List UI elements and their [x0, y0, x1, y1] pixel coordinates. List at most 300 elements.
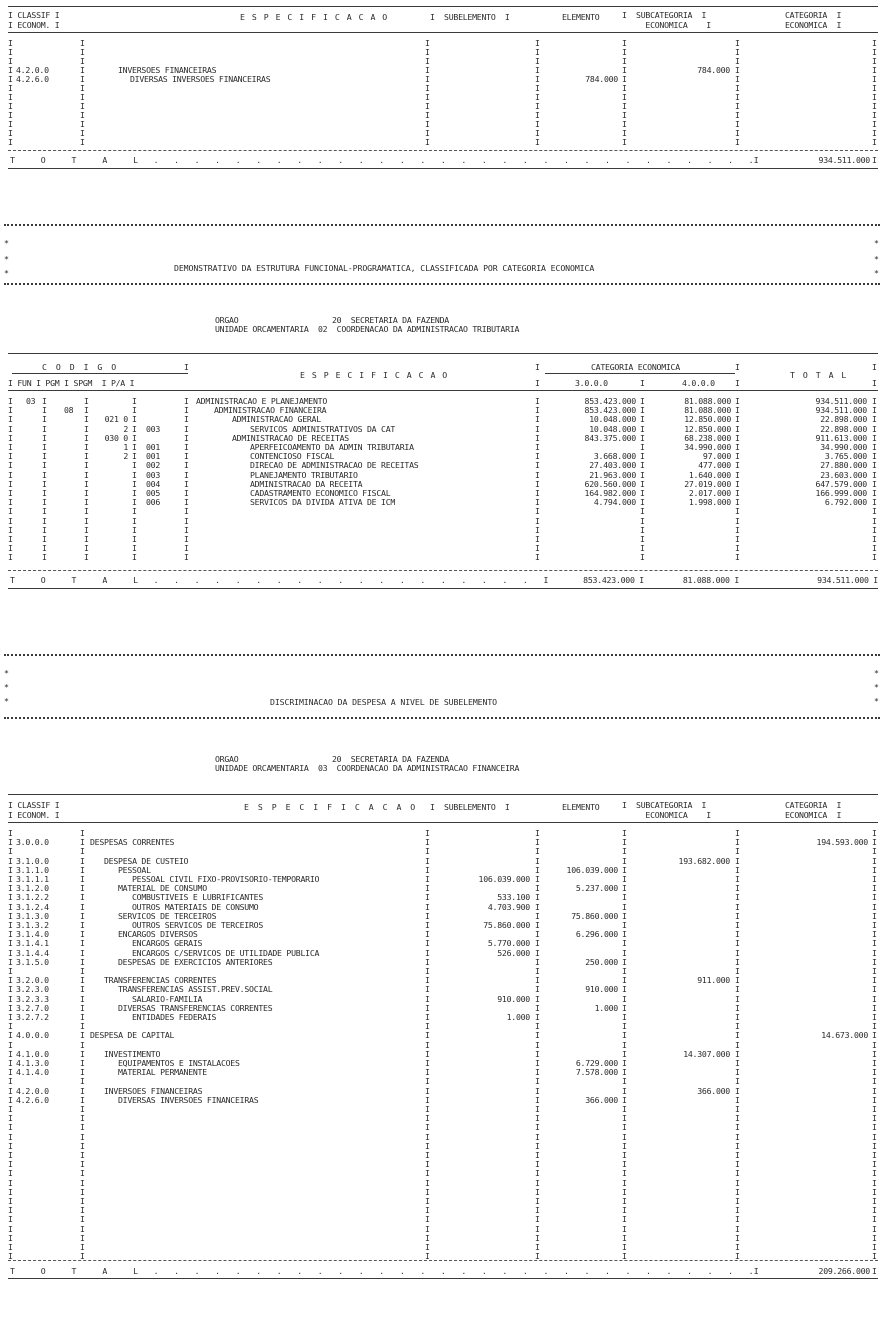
row-border: I — [535, 506, 540, 517]
row-border: I — [735, 137, 740, 147]
banner-bottom-border — [4, 283, 880, 285]
row-border: I — [425, 1085, 430, 1096]
row-border: I — [535, 543, 540, 554]
row-border: I — [872, 515, 877, 526]
row-border: I — [735, 506, 740, 517]
row-border: I — [80, 984, 85, 995]
row-border: I — [80, 1058, 85, 1068]
row-border: I — [80, 1150, 85, 1160]
row-border: I — [132, 469, 137, 480]
cat4-value: 1.998.000 — [688, 497, 731, 508]
row-border: I — [622, 984, 627, 995]
row-border: I — [640, 488, 645, 498]
row-border: I — [735, 1242, 740, 1252]
row-border: I — [735, 846, 740, 857]
row-border: I — [425, 38, 430, 48]
row-border: I — [735, 920, 740, 930]
row-border: I — [84, 524, 89, 535]
row-description: DIVERSAS INVERSOES FINANCEIRAS — [130, 74, 271, 84]
col-header-cat3: 3.0.0.0 — [575, 378, 608, 388]
row-border: I — [80, 910, 85, 921]
row-border: I — [80, 929, 85, 940]
row-border: I — [622, 74, 627, 84]
row-border: I — [84, 506, 89, 517]
row-border: I — [622, 1076, 627, 1087]
row-description: CONTENCIOSO FISCAL — [250, 451, 335, 462]
row-border: I — [8, 1205, 13, 1216]
banner-top-border — [4, 224, 880, 226]
row-border: I — [8, 874, 13, 884]
cat3-value: 853.423.000 — [584, 396, 636, 406]
row-border: I — [80, 128, 85, 138]
row-border: I — [735, 1168, 740, 1179]
row-border: I — [872, 1196, 877, 1206]
row-border: I — [80, 65, 85, 75]
row-border: I — [735, 1131, 740, 1142]
row-border: I — [425, 993, 430, 1004]
row-border: I — [425, 1251, 430, 1262]
row-border: I — [622, 1150, 627, 1160]
row-border: I — [535, 65, 540, 75]
unidade-line: UNIDADE ORCAMENTARIA 03 COORDENACAO DA ADMINISTRACAO FINANCEIRA — [215, 763, 520, 773]
row-border: I — [872, 975, 877, 986]
row-border: I — [872, 442, 877, 452]
row-border: I — [622, 892, 627, 903]
classif-code: 3.1.4.4 — [16, 947, 49, 958]
row-description: ADMINISTRACAO DE RECEITAS — [232, 432, 349, 443]
row-border: I — [735, 1214, 740, 1225]
row-border: I — [425, 1223, 430, 1234]
row-border: I — [535, 1039, 540, 1050]
row-description: DIVERSAS INVERSOES FINANCEIRAS — [118, 1094, 259, 1105]
row-border: I — [872, 1186, 877, 1197]
row-border: I — [8, 506, 13, 517]
row-border: I — [425, 828, 430, 838]
row-border: I — [8, 947, 13, 958]
row-border: I — [84, 451, 89, 462]
row-border: I — [535, 1140, 540, 1151]
row-border: I — [425, 938, 430, 949]
row-description: COMBUSTIVEIS E LUBRIFICANTES — [132, 892, 264, 903]
row-border: I — [80, 74, 85, 84]
row-border: I — [8, 966, 13, 976]
row-border: I — [80, 864, 85, 875]
row-border: I — [872, 1177, 877, 1188]
classif-code: 3.1.2.2 — [16, 892, 49, 903]
pa-code: 001 — [146, 442, 161, 452]
row-border: I — [84, 414, 89, 425]
row-border: I — [735, 460, 740, 471]
row-border: I — [132, 423, 137, 434]
row-border: I — [535, 414, 540, 425]
row-border: I — [425, 1058, 430, 1068]
col-header-elemento: ELEMENTO — [562, 802, 600, 812]
row-border: I — [132, 460, 137, 471]
spgm-code: 2 — [123, 451, 128, 462]
col-header-subcategoria: I SUBCATEGORIA I ECONOMICA I — [622, 10, 711, 30]
pa-code: 003 — [146, 423, 161, 434]
row-border: I — [425, 1002, 430, 1013]
row-border: I — [84, 423, 89, 434]
row-border: I — [872, 478, 877, 489]
row-border: I — [872, 1168, 877, 1179]
row-border: I — [535, 1232, 540, 1243]
row-border: I — [640, 478, 645, 489]
table-bottom-rule — [8, 588, 878, 589]
row-border: I — [80, 1021, 85, 1032]
row-border: I — [535, 883, 540, 894]
row-border: I — [8, 1140, 13, 1151]
row-border: I — [8, 1113, 13, 1124]
row-border: I — [8, 1002, 13, 1013]
row-border: I — [735, 74, 740, 84]
elemento-value: 5.237.000 — [575, 883, 618, 894]
elemento-value: 250.000 — [585, 956, 618, 967]
total-label: T O T A L . . . . . . . . . . . . . . . . . . . . . . . . . . . . . .I — [10, 1266, 759, 1276]
row-border: I — [535, 119, 540, 129]
row-border: I — [872, 460, 877, 471]
cat3-value: 21.963.000 — [589, 469, 636, 480]
row-border: I — [535, 1223, 540, 1234]
cat3-value: 620.560.000 — [584, 478, 636, 489]
row-border: I — [8, 929, 13, 940]
row-border: I — [8, 1094, 13, 1105]
row-border: I — [42, 506, 47, 517]
row-border: I — [80, 137, 85, 147]
row-border: I — [622, 837, 627, 848]
row-border: I — [8, 128, 13, 138]
row-border: I — [640, 552, 645, 563]
row-description: ENCARGOS GERAIS — [132, 938, 203, 949]
row-border: I — [872, 1251, 877, 1262]
row-border: I — [8, 984, 13, 995]
row-border: I — [735, 828, 740, 838]
row-description: PESSOAL — [118, 864, 151, 875]
classif-code: 3.1.3.0 — [16, 910, 49, 921]
row-border: I — [735, 1223, 740, 1234]
table-top-rule — [8, 6, 878, 7]
classif-code: 4.2.6.0 — [16, 74, 49, 84]
cat4-value: 81.088.000 — [684, 396, 731, 406]
row-border: I — [872, 451, 877, 462]
row-border: I — [8, 1159, 13, 1170]
row-border: I — [425, 1186, 430, 1197]
row-border: I — [425, 901, 430, 912]
row-border: I — [872, 1205, 877, 1216]
pgm-code: 08 — [64, 405, 74, 416]
elemento-value: 106.039.000 — [566, 864, 618, 875]
row-border: I — [535, 1030, 540, 1041]
subcategoria-value: 911.000 — [697, 975, 730, 986]
row-description: EQUIPAMENTOS E INSTALACOES — [118, 1058, 240, 1068]
row-border: I — [132, 405, 137, 416]
row-border: I — [184, 543, 189, 554]
row-border: I — [872, 920, 877, 930]
row-border: I — [8, 1085, 13, 1096]
row-description: PESSOAL CIVIL FIXO-PROVISORIO-TEMPORARIO — [132, 874, 320, 884]
row-border: I — [84, 432, 89, 443]
row-border: I — [622, 1048, 627, 1059]
classif-code: 3.1.3.2 — [16, 920, 49, 930]
row-border: I — [535, 137, 540, 147]
row-border: I — [735, 469, 740, 480]
row-border: I — [132, 534, 137, 544]
row-border: I — [872, 1266, 877, 1276]
col-header-categoria-economica: CATEGORIA ECONOMICA — [591, 362, 680, 372]
row-border: I — [184, 460, 189, 471]
row-border: I — [8, 56, 13, 66]
col-header-total: T O T A L — [790, 370, 848, 380]
row-border: I — [425, 1232, 430, 1243]
banner-side-mark: * — [4, 254, 9, 264]
row-description: TRANSFERENCIAS CORRENTES — [104, 975, 217, 986]
row-border: I — [622, 119, 627, 129]
row-border: I — [8, 119, 13, 129]
row-description: ADMINISTRACAO FINANCEIRA — [214, 405, 327, 416]
row-border: I — [132, 506, 137, 517]
row-border: I — [735, 515, 740, 526]
row-border: I — [8, 451, 13, 462]
row-border: I — [132, 524, 137, 535]
row-border: I — [872, 47, 877, 57]
total-value: 934.511.000 — [815, 396, 867, 406]
row-border: I — [425, 892, 430, 903]
row-border: I — [622, 1140, 627, 1151]
row-border: I — [872, 892, 877, 903]
row-border: I — [184, 497, 189, 508]
row-border: I — [535, 892, 540, 903]
row-border: I — [80, 56, 85, 66]
row-border: I — [872, 1094, 877, 1105]
total-value: 6.792.000 — [824, 497, 867, 508]
row-border: I — [8, 543, 13, 554]
row-border: I — [80, 828, 85, 838]
total-rule — [8, 570, 878, 571]
row-border: I — [872, 1214, 877, 1225]
col-header-especificacao: E S P E C I F I C A C A O — [240, 12, 389, 22]
row-border: I — [425, 1048, 430, 1059]
row-border: I — [872, 432, 877, 443]
row-border: I — [8, 993, 13, 1004]
row-border: I — [425, 947, 430, 958]
row-border: I — [640, 396, 645, 406]
row-border: I — [535, 1058, 540, 1068]
row-border: I — [872, 984, 877, 995]
row-description: CADASTRAMENTO ECONOMICO FISCAL — [250, 488, 391, 498]
pa-code: 004 — [146, 478, 161, 489]
row-border: I — [735, 938, 740, 949]
row-border: I — [735, 1205, 740, 1216]
row-border: I — [535, 846, 540, 857]
cat3-value: 843.375.000 — [584, 432, 636, 443]
row-border: I — [622, 874, 627, 884]
row-border: I — [535, 1076, 540, 1087]
total-cat3: 853.423.000 I — [583, 575, 644, 585]
elemento-value: 784.000 — [585, 74, 618, 84]
row-border: I — [80, 993, 85, 1004]
row-border: I — [8, 1048, 13, 1059]
row-border: I — [425, 966, 430, 976]
row-border: I — [535, 901, 540, 912]
cat3-value: 3.668.000 — [593, 451, 636, 462]
total-rule — [8, 1260, 878, 1261]
row-border: I — [425, 1214, 430, 1225]
row-border: I — [735, 883, 740, 894]
row-border: I — [425, 1150, 430, 1160]
catecon-rule — [545, 373, 735, 374]
banner-top-border — [4, 654, 880, 656]
row-border: I — [640, 405, 645, 416]
row-border: I — [735, 414, 740, 425]
row-border: I — [80, 1067, 85, 1078]
row-border: I — [80, 1223, 85, 1234]
row-border: I — [535, 993, 540, 1004]
row-border: I — [80, 837, 85, 848]
row-border: I — [735, 901, 740, 912]
classif-code: 3.1.4.0 — [16, 929, 49, 940]
cat3-value: 4.794.000 — [593, 497, 636, 508]
row-border: I — [872, 1242, 877, 1252]
row-border: I — [872, 1002, 877, 1013]
row-border: I — [872, 1067, 877, 1078]
row-border: I — [42, 469, 47, 480]
row-border: I — [872, 378, 877, 388]
row-border: I — [622, 1002, 627, 1013]
row-border: I — [622, 1223, 627, 1234]
row-border: I — [80, 1242, 85, 1252]
row-border: I — [735, 56, 740, 66]
row-border: I — [535, 855, 540, 866]
row-border: I — [42, 432, 47, 443]
row-border: I — [8, 910, 13, 921]
row-border: I — [132, 552, 137, 563]
row-border: I — [8, 469, 13, 480]
row-border: I — [8, 524, 13, 535]
row-border: I — [735, 1251, 740, 1262]
row-border: I — [735, 1012, 740, 1022]
row-border: I — [425, 1104, 430, 1114]
row-border: I — [8, 1214, 13, 1225]
row-description: INVERSOES FINANCEIRAS — [104, 1085, 203, 1096]
row-border: I — [425, 855, 430, 866]
row-border: I — [8, 1168, 13, 1179]
spgm-code: 2 — [123, 423, 128, 434]
row-border: I — [735, 855, 740, 866]
row-border: I — [8, 1196, 13, 1206]
row-border: I — [735, 442, 740, 452]
row-border: I — [872, 1104, 877, 1114]
row-border: I — [872, 110, 877, 120]
cat4-value: 1.640.000 — [688, 469, 731, 480]
cat4-value: 81.088.000 — [684, 405, 731, 416]
banner-side-mark: * — [4, 682, 9, 692]
row-border: I — [735, 488, 740, 498]
row-border: I — [622, 1196, 627, 1206]
col-header-categoria: CATEGORIA I ECONOMICA I — [785, 10, 842, 30]
row-border: I — [8, 920, 13, 930]
subelemento-value: 75.860.000 — [483, 920, 530, 930]
row-border: I — [80, 920, 85, 930]
row-description: DIVERSAS TRANSFERENCIAS CORRENTES — [118, 1002, 273, 1013]
row-border: I — [622, 1104, 627, 1114]
row-border: I — [872, 993, 877, 1004]
row-border: I — [132, 543, 137, 554]
row-description: DESPESA DE CUSTEIO — [104, 855, 189, 866]
row-border: I — [80, 1002, 85, 1013]
row-border: I — [735, 947, 740, 958]
row-border: I — [425, 1021, 430, 1032]
row-border: I — [42, 515, 47, 526]
col-header-especificacao: E S P E C I F I C A C A O — [244, 802, 418, 812]
row-border: I — [132, 488, 137, 498]
row-border: I — [8, 1067, 13, 1078]
row-border: I — [735, 1186, 740, 1197]
row-border: I — [872, 864, 877, 875]
classif-code: 3.2.7.2 — [16, 1012, 49, 1022]
row-border: I — [535, 1214, 540, 1225]
row-border: I — [425, 1076, 430, 1087]
row-border: I — [425, 846, 430, 857]
row-border: I — [84, 488, 89, 498]
row-border: I — [84, 543, 89, 554]
row-border: I — [735, 378, 740, 388]
row-border: I — [640, 442, 645, 452]
row-border: I — [735, 362, 740, 372]
row-border: I — [622, 1067, 627, 1078]
row-border: I — [184, 362, 189, 372]
row-border: I — [42, 497, 47, 508]
row-border: I — [80, 110, 85, 120]
row-border: I — [735, 497, 740, 508]
row-border: I — [535, 1251, 540, 1262]
row-border: I — [872, 929, 877, 940]
row-border: I — [42, 488, 47, 498]
row-border: I — [184, 423, 189, 434]
row-border: I — [184, 552, 189, 563]
row-border: I — [8, 110, 13, 120]
row-border: I — [735, 1232, 740, 1243]
row-border: I — [184, 534, 189, 544]
row-border: I — [8, 497, 13, 508]
row-border: I — [535, 1168, 540, 1179]
row-border: I — [425, 74, 430, 84]
row-border: I — [8, 1232, 13, 1243]
elemento-value: 910.000 — [585, 984, 618, 995]
row-border: I — [425, 956, 430, 967]
row-border: I — [735, 65, 740, 75]
total-rule — [8, 150, 878, 151]
row-border: I — [80, 1094, 85, 1105]
row-border: I — [535, 432, 540, 443]
row-border: I — [84, 534, 89, 544]
row-border: I — [872, 855, 877, 866]
row-border: I — [872, 1058, 877, 1068]
row-border: I — [735, 451, 740, 462]
row-border: I — [8, 552, 13, 563]
col-header-classif: I CLASSIF I I ECONOM. I — [8, 10, 60, 30]
row-border: I — [735, 92, 740, 102]
row-border: I — [872, 1140, 877, 1151]
row-border: I — [872, 534, 877, 544]
row-border: I — [8, 855, 13, 866]
cat4-value: 477.000 — [698, 460, 731, 471]
row-border: I — [184, 478, 189, 489]
classif-code: 3.2.7.0 — [16, 1002, 49, 1013]
total-value: 911.613.000 — [815, 432, 867, 443]
classif-code: 4.1.3.0 — [16, 1058, 49, 1068]
row-border: I — [425, 883, 430, 894]
row-border: I — [872, 362, 877, 372]
